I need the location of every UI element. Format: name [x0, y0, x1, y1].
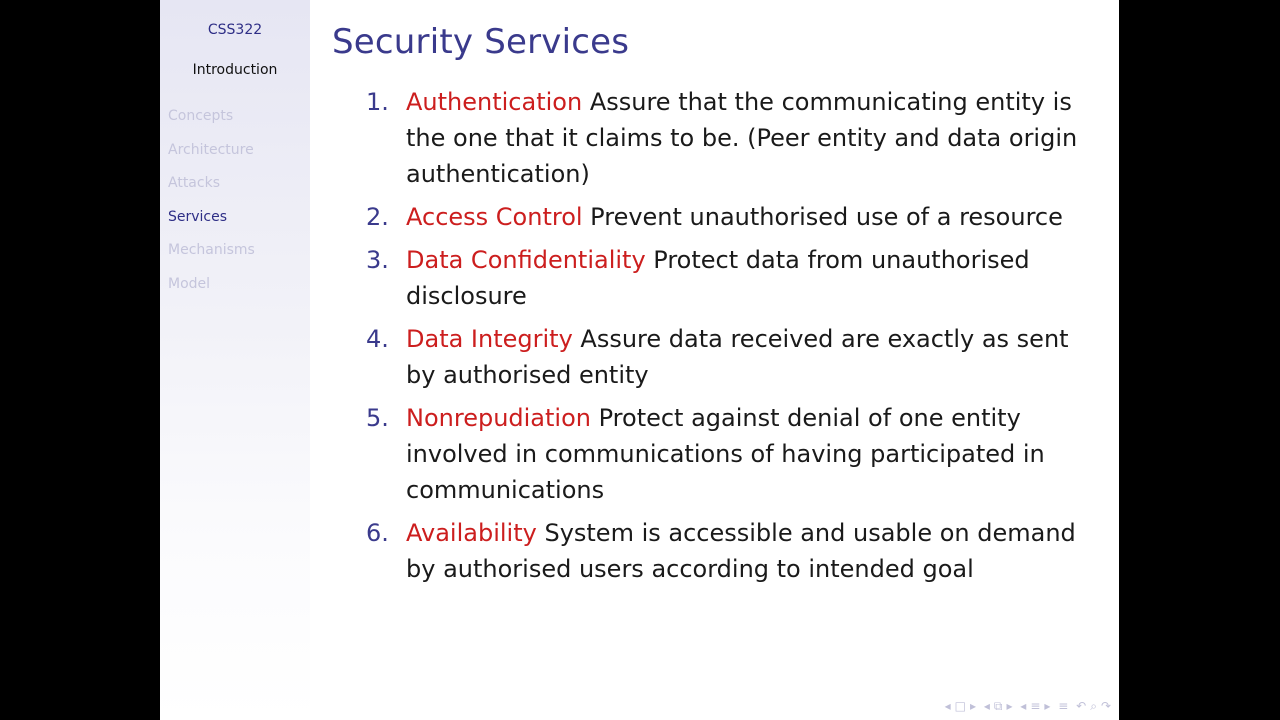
list-item	[366, 84, 1086, 192]
list-item-number: 2.	[366, 203, 389, 231]
list-item-number: 3.	[366, 246, 389, 274]
list-item	[366, 242, 1086, 314]
beamer-navigation-bar	[943, 698, 1113, 714]
sidebar	[160, 0, 310, 720]
nav-section-icon[interactable]: ≡	[1030, 699, 1041, 713]
nav-doc-icon[interactable]: ≡	[1058, 699, 1069, 713]
sidebar-item-mechanisms[interactable]: Mechanisms	[168, 242, 255, 259]
list-item-description: Assure that the communicating entity is the one that it claims to be. (Peer entity and data origin authentication)	[406, 88, 1078, 188]
list-item-term: Data Integrity	[406, 325, 573, 353]
nav-next-frame-icon[interactable]: ▸	[969, 699, 976, 713]
list-item-term: Availability	[406, 519, 537, 547]
list-item-number: 6.	[366, 519, 389, 547]
list-item-description: Assure data received are exactly as sent by authorised entity	[406, 325, 1069, 389]
list-item-term: Authentication	[406, 88, 583, 116]
list-item-description: Protect data from unauthorised disclosure	[406, 246, 1030, 310]
list-item-term: Nonrepudiation	[406, 404, 591, 432]
list-item-description: Prevent unauthorised use of a resource	[582, 203, 1063, 231]
services-list	[366, 84, 1086, 594]
nav-subsection-icon[interactable]: ⧉	[993, 699, 1003, 713]
list-item-number: 1.	[366, 88, 389, 116]
sidebar-section-title[interactable]: Introduction	[192, 62, 278, 78]
sidebar-course-title[interactable]: CSS322	[207, 22, 263, 38]
slide	[160, 0, 1119, 720]
list-item-description: System is accessible and usable on demand by authorised users according to intended goal	[406, 519, 1076, 583]
nav-back-icon[interactable]: ↶	[1076, 699, 1087, 713]
list-item-term: Data Confidentiality	[406, 246, 646, 274]
nav-search-icon[interactable]: ⌕	[1090, 699, 1097, 713]
list-item-number: 4.	[366, 325, 389, 353]
list-item-number: 5.	[366, 404, 389, 432]
list-item	[366, 199, 1086, 235]
nav-prev-section-icon[interactable]: ◂	[1020, 699, 1027, 713]
sidebar-item-attacks[interactable]: Attacks	[168, 175, 220, 192]
nav-prev-frame-icon[interactable]: ◂	[944, 699, 951, 713]
sidebar-item-model[interactable]: Model	[168, 275, 211, 292]
sidebar-item-services[interactable]: Services	[168, 208, 228, 225]
nav-next-subsection-icon[interactable]: ▸	[1006, 699, 1013, 713]
list-item-description: Protect against denial of one entity involved in communications of having participated in communications	[406, 404, 1045, 504]
list-item	[366, 515, 1086, 587]
slide-title: Security Services	[332, 22, 630, 62]
nav-frame-icon[interactable]: □	[954, 699, 966, 713]
nav-prev-subsection-icon[interactable]: ◂	[983, 699, 990, 713]
sidebar-item-architecture[interactable]: Architecture	[168, 141, 254, 158]
list-item	[366, 321, 1086, 393]
nav-next-section-icon[interactable]: ▸	[1044, 699, 1051, 713]
list-item	[366, 400, 1086, 508]
list-item-term: Access Control	[406, 203, 583, 231]
sidebar-item-concepts[interactable]: Concepts	[168, 108, 234, 124]
sidebar-nav	[168, 106, 255, 308]
nav-forward-icon[interactable]: ↷	[1100, 699, 1111, 713]
